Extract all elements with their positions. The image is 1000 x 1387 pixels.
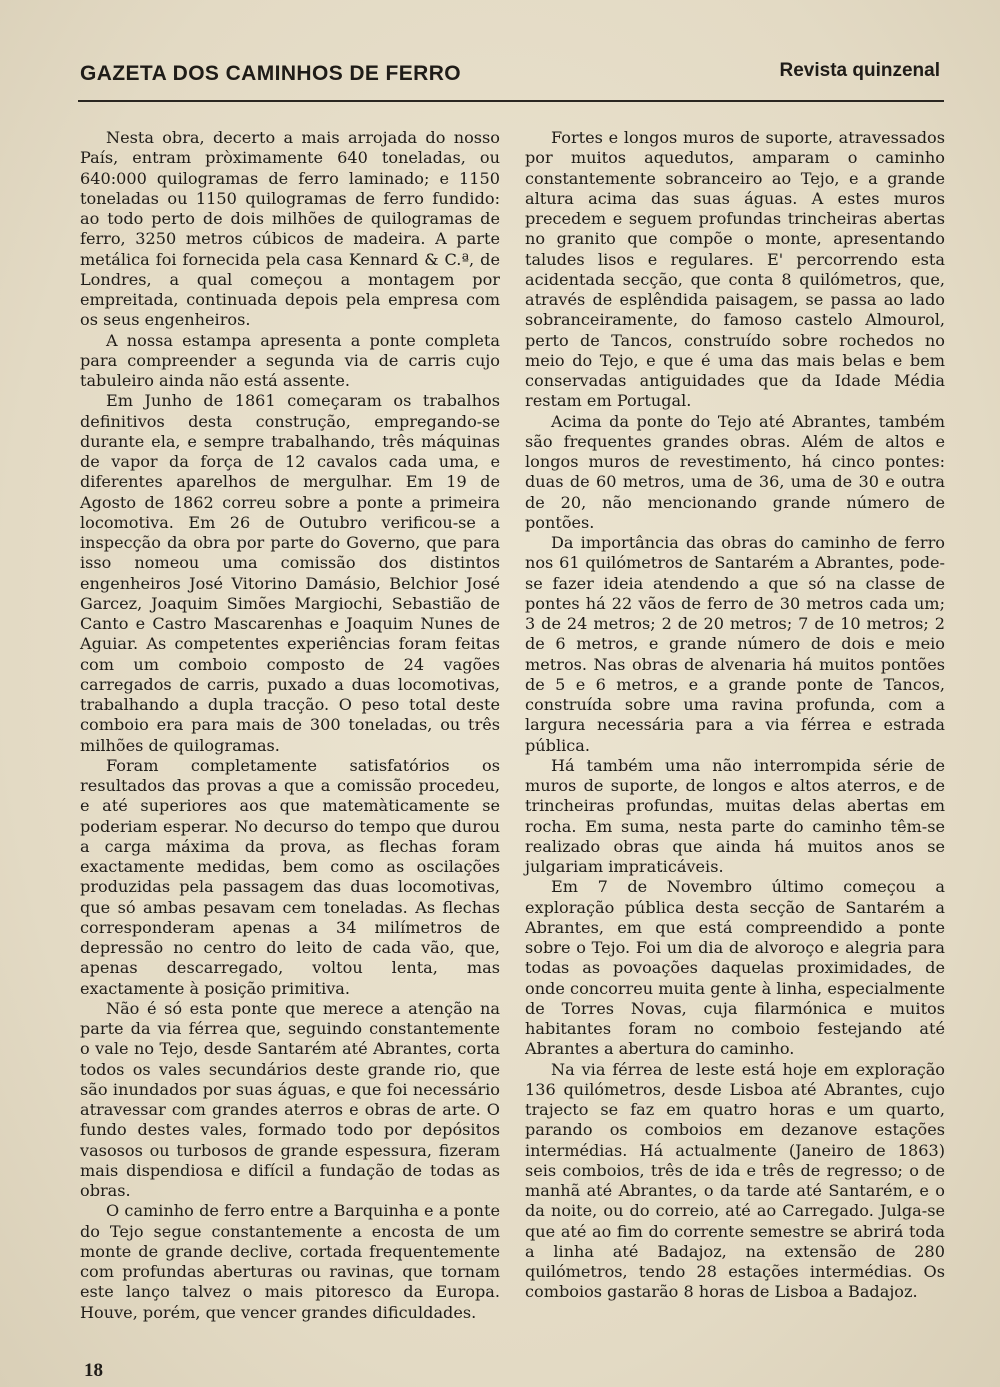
header-rule: [78, 100, 944, 102]
paragraph: Em Junho de 1861 começaram os trabalhos definitivos desta construção, empregando-se durante ela, e sempre trabalhando, três máquinas de vapor da força de 12 cavalos cada uma, e diferentes aparelhos de mergulhar. Em 19 de Agosto de 1862 correu sobre a ponte a primeira locomotiva. Em 26 de Outubro verificou-se a inspecção da obra por parte do Governo, que para isso nomeou uma comissão dos distintos engenheiros José Vitorino Damásio, Belchior José Garcez, Joaquim Simões Margiochi, Sebastião de Canto e Castro Mascarenhas e Joaquim Nunes de Aguiar. As competentes experiências foram feitas com um comboio composto de 24 vagões carregados de carris, puxado a duas locomotivas, trabalhando a dupla tracção. O peso total deste comboio era para mais de 300 toneladas, ou três milhões de quilogramas.: [80, 391, 500, 755]
journal-title: GAZETA DOS CAMINHOS DE FERRO: [80, 62, 462, 85]
running-header: [80, 60, 940, 94]
left-column: [80, 128, 500, 1323]
paragraph: Na via férrea de leste está hoje em exploração 136 quilómetros, desde Lisboa até Abrantes, cujo trajecto se faz em quatro horas e um quarto, parando os comboios em dezanove estações intermédias. Há actualmente (Janeiro de 1863) seis comboios, três de ida e três de regresso; o de manhã até Abrantes, o da tarde até Santarém, e o da noite, ou do correio, até ao Carregado. Julga-se que até ao fim do corrente semestre se abrirá toda a linha até Badajoz, na extensão de 280 quilómetros, tendo 28 estações intermédias. Os comboios gastarão 8 horas de Lisboa a Badajoz.: [525, 1059, 945, 1302]
paragraph: Em 7 de Novembro último começou a exploração pública desta secção de Santarém a Abrantes, em que está compreendido a ponte sobre o Tejo. Foi um dia de alvoroço e alegria para todas as povoações daquelas proximidades, de onde concorreu muita gente à linha, especialmente de Torres Novas, cuja filarmónica e muitos habitantes foram no comboio festejando até Abrantes a abertura do caminho.: [525, 877, 945, 1059]
paragraph: Nesta obra, decerto a mais arrojada do nosso País, entram pròximamente 640 toneladas, ou 640:000 quilogramas de ferro laminado; e 1150 toneladas ou 1150 quilogramas de ferro fundido: ao todo perto de dois milhões de quilogramas de ferro, 3250 metros cúbicos de madeira. A parte metálica foi fornecida pela casa Kennard & C.ª, de Londres, a qual começou a montagem por empreitada, continuada depois pela empresa com os seus engenheiros.: [80, 128, 500, 330]
page-number: 18: [84, 1360, 103, 1381]
paragraph: A nossa estampa apresenta a ponte completa para compreender a segunda via de carris cujo tabuleiro ainda não está assente.: [80, 330, 500, 390]
paragraph: Não é só esta ponte que merece a atenção na parte da via férrea que, seguindo constantemente o vale no Tejo, desde Santarém até Abrantes, corta todos os vales secundários deste grande rio, que são inundados por suas águas, e que foi necessário atravessar com grandes aterros e obras de arte. O fundo destes vales, formado todo por depósitos vasosos ou turbosos de grande espessura, fizeram mais dispendiosa e difícil a fundação de todas as obras.: [80, 998, 500, 1200]
paragraph: Acima da ponte do Tejo até Abrantes, também são frequentes grandes obras. Além de altos e longos muros de revestimento, há cinco pontes: duas de 60 metros, uma de 36, uma de 30 e outra de 20, não mencionando grande número de pontões.: [525, 411, 945, 532]
paragraph: Foram completamente satisfatórios os resultados das provas a que a comissão procedeu, e até superiores aos que matemàticamente se poderiam esperar. No decurso do tempo que durou a carga máxima da prova, as flechas foram exactamente medidas, bem como as oscilações produzidas pela passagem das duas locomotivas, que só ambas pesavam cem toneladas. As flechas corresponderam apenas a 34 milímetros de depressão no centro do leito de cada vão, que, apenas descarregado, voltou lenta, mas exactamente à posição primitiva.: [80, 755, 500, 998]
paragraph: Da importância das obras do caminho de ferro nos 61 quilómetros de Santarém a Abrantes, pode-se fazer ideia atendendo a que só na classe de pontes há 22 vãos de ferro de 30 metros cada um; 3 de 24 metros; 2 de 20 metros; 7 de 10 metros; 2 de 6 metros, e grande número de dois e meio metros. Nas obras de alvenaria há muitos pontões de 5 e 6 metros, e a grande ponte de Tancos, construída sobre uma ravina profunda, com a largura necessária para a via férrea e estrada pública.: [525, 533, 945, 755]
journal-subtitle: Revista quinzenal: [779, 60, 940, 81]
right-column: [525, 128, 945, 1303]
paragraph: Há também uma não interrompida série de muros de suporte, de longos e altos aterros, e de trincheiras profundas, muitas delas abertas em rocha. Em suma, nesta parte do caminho têm-se realizado obras que ainda há muitos anos se julgariam impraticáveis.: [525, 755, 945, 876]
paragraph: Fortes e longos muros de suporte, atravessados por muitos aquedutos, amparam o caminho constantemente sobranceiro ao Tejo, e a grande altura acima das suas águas. A estes muros precedem e seguem profundas trincheiras abertas no granito que compõe o monte, apresentando taludes lisos e regulares. E' percorrendo esta acidentada secção, que conta 8 quilómetros, que, através de esplêndida paisagem, se passa ao lado sobranceiramente, do famoso castelo Almourol, perto de Tancos, construído sobre rochedos no meio do Tejo, e que é uma das mais belas e bem conservadas antiguidades que da Idade Média restam em Portugal.: [525, 128, 945, 411]
paragraph: O caminho de ferro entre a Barquinha e a ponte do Tejo segue constantemente a encosta de um monte de grande declive, cortada frequentemente com profundas aberturas ou ravinas, que tornam este lanço talvez o mais pitoresco da Europa. Houve, porém, que vencer grandes dificuldades.: [80, 1201, 500, 1322]
